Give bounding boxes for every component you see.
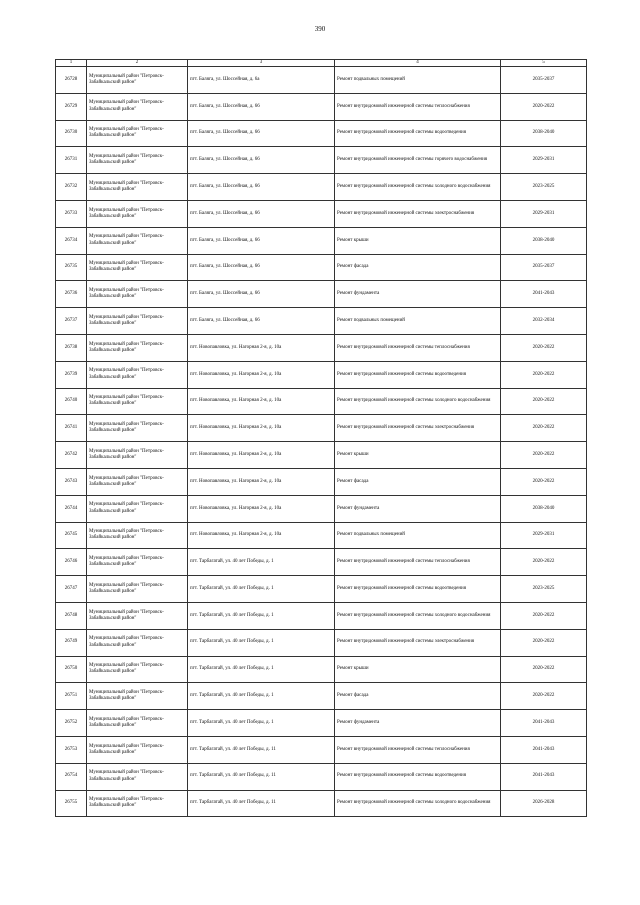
- municipality-cell: Муниципальный район "Петровск-Забайкальский район": [87, 120, 188, 147]
- table-row: [56, 281, 587, 308]
- table-row: [56, 522, 587, 549]
- municipality-cell: Муниципальный район "Петровск-Забайкальский район": [87, 522, 188, 549]
- address-cell: пгт. Тарбагатай, ул. 40 лет Победы, д. 11: [188, 790, 335, 817]
- page-number: 390: [314, 25, 326, 33]
- work-type-cell: Ремонт внутридомовой инженерной системы теплоснабжения: [335, 334, 501, 361]
- address-cell: пгт. Тарбагатай, ул. 40 лет Победы, д. 1: [188, 576, 335, 603]
- work-type-cell: Ремонт внутридомовой инженерной системы теплоснабжения: [335, 736, 501, 763]
- table-row: [56, 468, 587, 495]
- address-cell: пгт. Балягa, ул. Шоссейная, д. 66: [188, 120, 335, 147]
- table-row: [56, 629, 587, 656]
- row-number: 26755: [56, 790, 87, 817]
- table-row: [56, 790, 587, 817]
- address-cell: пгт. Тарбагатай, ул. 40 лет Победы, д. 1: [188, 629, 335, 656]
- municipality-cell: Муниципальный район "Петровск-Забайкальский район": [87, 710, 188, 737]
- municipality-cell: Муниципальный район "Петровск-Забайкальский район": [87, 200, 188, 227]
- period-cell: 2020-2022: [501, 93, 587, 120]
- municipality-cell: Муниципальный район "Петровск-Забайкальский район": [87, 468, 188, 495]
- table-row: [56, 147, 587, 174]
- period-cell: 2020-2022: [501, 468, 587, 495]
- row-number: 26739: [56, 361, 87, 388]
- table-body: [56, 67, 587, 817]
- period-cell: 2041-2043: [501, 710, 587, 737]
- work-type-cell: Ремонт крыши: [335, 442, 501, 469]
- address-cell: пгт. Новопавловка, ул. Нагорная 2-я, д. 10а: [188, 468, 335, 495]
- row-number: 26728: [56, 67, 87, 94]
- municipality-cell: Муниципальный район "Петровск-Забайкальский район": [87, 683, 188, 710]
- address-cell: пгт. Балягa, ул. Шоссейная, д. 6а: [188, 67, 335, 94]
- table-row: [56, 200, 587, 227]
- address-cell: пгт. Балягa, ул. Шоссейная, д. 66: [188, 308, 335, 335]
- municipality-cell: Муниципальный район "Петровск-Забайкальский район": [87, 495, 188, 522]
- work-type-cell: Ремонт внутридомовой инженерной системы теплоснабжения: [335, 549, 501, 576]
- table-row: [56, 361, 587, 388]
- table-row: [56, 120, 587, 147]
- period-cell: 2029-2031: [501, 200, 587, 227]
- capital-repair-table: [55, 59, 587, 817]
- work-type-cell: Ремонт внутридомовой инженерной системы горячего водоснабжения: [335, 147, 501, 174]
- work-type-cell: Ремонт фасада: [335, 254, 501, 281]
- table-row: [56, 736, 587, 763]
- table-row: [56, 710, 587, 737]
- address-cell: пгт. Тарбагатай, ул. 40 лет Победы, д. 1: [188, 683, 335, 710]
- row-number: 26742: [56, 442, 87, 469]
- row-number: 26737: [56, 308, 87, 335]
- municipality-cell: Муниципальный район "Петровск-Забайкальский район": [87, 602, 188, 629]
- municipality-cell: Муниципальный район "Петровск-Забайкальский район": [87, 227, 188, 254]
- municipality-cell: Муниципальный район "Петровск-Забайкальский район": [87, 388, 188, 415]
- work-type-cell: Ремонт фасада: [335, 683, 501, 710]
- work-type-cell: Ремонт фасада: [335, 468, 501, 495]
- work-type-cell: Ремонт внутридомовой инженерной системы водоотведения: [335, 763, 501, 790]
- work-type-cell: Ремонт подвальных помещений: [335, 522, 501, 549]
- row-number: 26754: [56, 763, 87, 790]
- row-number: 26736: [56, 281, 87, 308]
- table-row: [56, 334, 587, 361]
- table-row: [56, 308, 587, 335]
- period-cell: 2041-2043: [501, 281, 587, 308]
- row-number: 26733: [56, 200, 87, 227]
- row-number: 26738: [56, 334, 87, 361]
- row-number: 26745: [56, 522, 87, 549]
- address-cell: пгт. Новопавловка, ул. Нагорная 2-я, д. 10а: [188, 388, 335, 415]
- period-cell: 2020-2022: [501, 442, 587, 469]
- work-type-cell: Ремонт подвальных помещений: [335, 308, 501, 335]
- table-row: [56, 683, 587, 710]
- municipality-cell: Муниципальный район "Петровск-Забайкальский район": [87, 629, 188, 656]
- work-type-cell: Ремонт крыши: [335, 656, 501, 683]
- municipality-cell: Муниципальный район "Петровск-Забайкальский район": [87, 442, 188, 469]
- address-cell: пгт. Балягa, ул. Шоссейная, д. 66: [188, 227, 335, 254]
- row-number: 26743: [56, 468, 87, 495]
- row-number: 26749: [56, 629, 87, 656]
- row-number: 26750: [56, 656, 87, 683]
- municipality-cell: Муниципальный район "Петровск-Забайкальский район": [87, 656, 188, 683]
- work-type-cell: Ремонт внутридомовой инженерной системы теплоснабжения: [335, 93, 501, 120]
- municipality-cell: Муниципальный район "Петровск-Забайкальский район": [87, 334, 188, 361]
- table-row: [56, 442, 587, 469]
- row-number: 26731: [56, 147, 87, 174]
- municipality-cell: Муниципальный район "Петровск-Забайкальский район": [87, 308, 188, 335]
- column-number: 2: [87, 60, 188, 67]
- address-cell: пгт. Тарбагатай, ул. 40 лет Победы, д. 11: [188, 736, 335, 763]
- period-cell: 2020-2022: [501, 629, 587, 656]
- municipality-cell: Муниципальный район "Петровск-Забайкальский район": [87, 67, 188, 94]
- row-number: 26747: [56, 576, 87, 603]
- period-cell: 2020-2022: [501, 683, 587, 710]
- municipality-cell: Муниципальный район "Петровск-Забайкальский район": [87, 549, 188, 576]
- column-number-row: [56, 60, 587, 67]
- period-cell: 2029-2031: [501, 522, 587, 549]
- column-number: 5: [501, 60, 587, 67]
- row-number: 26740: [56, 388, 87, 415]
- period-cell: 2020-2022: [501, 388, 587, 415]
- work-type-cell: Ремонт внутридомовой инженерной системы холодного водоснабжения: [335, 602, 501, 629]
- row-number: 26741: [56, 415, 87, 442]
- period-cell: 2023-2025: [501, 174, 587, 201]
- period-cell: 2020-2022: [501, 415, 587, 442]
- row-number: 26734: [56, 227, 87, 254]
- period-cell: 2038-2040: [501, 495, 587, 522]
- work-type-cell: Ремонт подвальных помещений: [335, 67, 501, 94]
- period-cell: 2035-2037: [501, 67, 587, 94]
- period-cell: 2020-2022: [501, 656, 587, 683]
- column-number: 1: [56, 60, 87, 67]
- period-cell: 2020-2022: [501, 334, 587, 361]
- work-type-cell: Ремонт внутридомовой инженерной системы электроснабжения: [335, 200, 501, 227]
- period-cell: 2038-2040: [501, 227, 587, 254]
- row-number: 26751: [56, 683, 87, 710]
- period-cell: 2020-2022: [501, 549, 587, 576]
- row-number: 26744: [56, 495, 87, 522]
- column-number: 4: [335, 60, 501, 67]
- work-type-cell: Ремонт внутридомовой инженерной системы электроснабжения: [335, 629, 501, 656]
- municipality-cell: Муниципальный район "Петровск-Забайкальский район": [87, 415, 188, 442]
- municipality-cell: Муниципальный район "Петровск-Забайкальский район": [87, 763, 188, 790]
- work-type-cell: Ремонт внутридомовой инженерной системы холодного водоснабжения: [335, 790, 501, 817]
- row-number: 26729: [56, 93, 87, 120]
- address-cell: пгт. Тарбагатай, ул. 40 лет Победы, д. 11: [188, 763, 335, 790]
- table-row: [56, 549, 587, 576]
- period-cell: 2020-2022: [501, 361, 587, 388]
- work-type-cell: Ремонт внутридомовой инженерной системы водоотведения: [335, 361, 501, 388]
- table-row: [56, 254, 587, 281]
- address-cell: пгт. Тарбагатай, ул. 40 лет Победы, д. 1: [188, 549, 335, 576]
- row-number: 26732: [56, 174, 87, 201]
- table-row: [56, 388, 587, 415]
- address-cell: пгт. Балягa, ул. Шоссейная, д. 66: [188, 93, 335, 120]
- row-number: 26735: [56, 254, 87, 281]
- address-cell: пгт. Новопавловка, ул. Нагорная 2-я, д. 10а: [188, 361, 335, 388]
- municipality-cell: Муниципальный район "Петровск-Забайкальский район": [87, 147, 188, 174]
- period-cell: 2032-2034: [501, 308, 587, 335]
- period-cell: 2038-2040: [501, 120, 587, 147]
- work-type-cell: Ремонт внутридомовой инженерной системы холодного водоснабжения: [335, 174, 501, 201]
- table-row: [56, 93, 587, 120]
- row-number: 26730: [56, 120, 87, 147]
- address-cell: пгт. Балягa, ул. Шоссейная, д. 66: [188, 174, 335, 201]
- table-row: [56, 174, 587, 201]
- period-cell: 2023-2025: [501, 576, 587, 603]
- address-cell: пгт. Новопавловка, ул. Нагорная 2-я, д. 10а: [188, 495, 335, 522]
- table-row: [56, 415, 587, 442]
- table-row: [56, 67, 587, 94]
- address-cell: пгт. Тарбагатай, ул. 40 лет Победы, д. 1: [188, 710, 335, 737]
- row-number: 26748: [56, 602, 87, 629]
- period-cell: 2035-2037: [501, 254, 587, 281]
- work-type-cell: Ремонт крыши: [335, 227, 501, 254]
- row-number: 26753: [56, 736, 87, 763]
- table-row: [56, 763, 587, 790]
- table-row: [56, 602, 587, 629]
- address-cell: пгт. Балягa, ул. Шоссейная, д. 66: [188, 147, 335, 174]
- table-row: [56, 495, 587, 522]
- work-type-cell: Ремонт фундамента: [335, 281, 501, 308]
- address-cell: пгт. Балягa, ул. Шоссейная, д. 66: [188, 200, 335, 227]
- period-cell: 2041-2043: [501, 763, 587, 790]
- address-cell: пгт. Новопавловка, ул. Нагорная 2-я, д. 10а: [188, 415, 335, 442]
- work-type-cell: Ремонт внутридомовой инженерной системы электроснабжения: [335, 415, 501, 442]
- address-cell: пгт. Новопавловка, ул. Нагорная 2-я, д. 10а: [188, 522, 335, 549]
- period-cell: 2041-2043: [501, 736, 587, 763]
- municipality-cell: Муниципальный район "Петровск-Забайкальский район": [87, 361, 188, 388]
- table-row: [56, 576, 587, 603]
- address-cell: пгт. Балягa, ул. Шоссейная, д. 66: [188, 281, 335, 308]
- municipality-cell: Муниципальный район "Петровск-Забайкальский район": [87, 93, 188, 120]
- municipality-cell: Муниципальный район "Петровск-Забайкальский район": [87, 736, 188, 763]
- row-number: 26746: [56, 549, 87, 576]
- municipality-cell: Муниципальный район "Петровск-Забайкальский район": [87, 281, 188, 308]
- work-type-cell: Ремонт фундамента: [335, 495, 501, 522]
- period-cell: 2020-2022: [501, 602, 587, 629]
- work-type-cell: Ремонт внутридомовой инженерной системы водоотведения: [335, 576, 501, 603]
- table-row: [56, 656, 587, 683]
- table-row: [56, 227, 587, 254]
- row-number: 26752: [56, 710, 87, 737]
- municipality-cell: Муниципальный район "Петровск-Забайкальский район": [87, 576, 188, 603]
- address-cell: пгт. Балягa, ул. Шоссейная, д. 66: [188, 254, 335, 281]
- column-number: 3: [188, 60, 335, 67]
- work-type-cell: Ремонт внутридомовой инженерной системы холодного водоснабжения: [335, 388, 501, 415]
- address-cell: пгт. Тарбагатай, ул. 40 лет Победы, д. 1: [188, 602, 335, 629]
- address-cell: пгт. Новопавловка, ул. Нагорная 2-я, д. 10а: [188, 334, 335, 361]
- period-cell: 2026-2028: [501, 790, 587, 817]
- address-cell: пгт. Тарбагатай, ул. 40 лет Победы, д. 1: [188, 656, 335, 683]
- address-cell: пгт. Новопавловка, ул. Нагорная 2-я, д. 10а: [188, 442, 335, 469]
- municipality-cell: Муниципальный район "Петровск-Забайкальский район": [87, 790, 188, 817]
- work-type-cell: Ремонт внутридомовой инженерной системы водоотведения: [335, 120, 501, 147]
- work-type-cell: Ремонт фундамента: [335, 710, 501, 737]
- municipality-cell: Муниципальный район "Петровск-Забайкальский район": [87, 254, 188, 281]
- municipality-cell: Муниципальный район "Петровск-Забайкальский район": [87, 174, 188, 201]
- period-cell: 2029-2031: [501, 147, 587, 174]
